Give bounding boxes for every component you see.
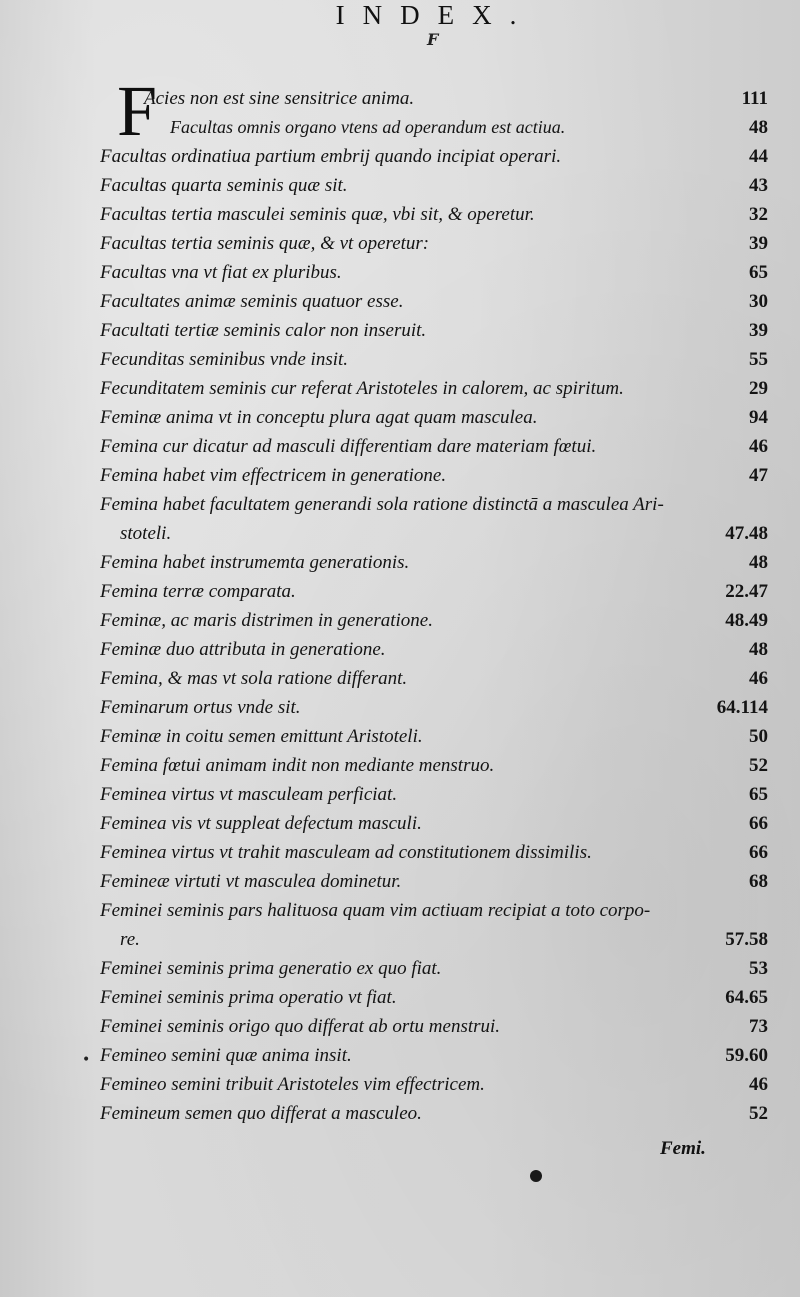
index-entry-pages: 65: [749, 262, 768, 283]
index-entry-pages: 47.48: [725, 523, 768, 544]
page-header: INDEX.: [335, 0, 535, 30]
ink-blot-icon: [530, 1170, 542, 1182]
index-entry: [100, 171, 768, 200]
drop-cap: F: [117, 71, 158, 151]
index-entry-text: Feminei seminis origo quo differat ab ortu menstrui.: [100, 1016, 501, 1037]
index-entry: [100, 113, 768, 142]
index-entry-text: Facultas tertia seminis quæ, & vt operetur:: [100, 233, 430, 254]
index-entry-pages: 111: [741, 88, 768, 109]
index-entry-pages: 32: [749, 204, 768, 225]
index-entry-text: Femina terræ comparata.: [100, 581, 296, 602]
index-entry-pages: 30: [749, 291, 768, 312]
index-entry: [100, 722, 768, 751]
index-entry-text: Facultas omnis organo vtens ad operandum est actiua.: [170, 117, 566, 137]
index-entry-pages: 64.65: [725, 987, 768, 1008]
index-entry-pages: 47: [749, 465, 768, 486]
index-entry-text: Feminea virtus vt masculeam perficiat.: [100, 784, 398, 805]
index-entry-pages: 48: [749, 639, 768, 660]
index-entry-pages: 73: [749, 1016, 768, 1037]
index-entry: [100, 316, 768, 345]
index-entry: [100, 983, 768, 1012]
index-entry: [100, 229, 768, 258]
index-entry-pages: 22.47: [725, 581, 768, 602]
index-entry-list: [100, 84, 768, 1128]
index-entry-text: Feminæ, ac maris distrimen in generatione.: [100, 610, 433, 631]
index-entry: [100, 345, 768, 374]
index-entry: [100, 1070, 768, 1099]
index-entry-pages: 50: [749, 726, 768, 747]
margin-bullet-icon: •: [82, 1052, 91, 1068]
index-entry: [100, 809, 768, 838]
index-entry-pages: 46: [749, 436, 768, 457]
index-entry-pages: 48: [749, 117, 768, 138]
index-entry-text: Facultas ordinatiua partium embrij quando incipiat operari.: [100, 146, 562, 167]
index-entry: [100, 490, 768, 519]
index-entry: [100, 200, 768, 229]
index-entry: [100, 751, 768, 780]
index-entry-text: Femineæ virtuti vt masculea dominetur.: [100, 871, 402, 892]
index-entry-text: Feminea virtus vt trahit masculeam ad constitutionem dissimilis.: [100, 842, 592, 863]
index-entry-pages: 55: [749, 349, 768, 370]
index-entry-text: Femina, & mas vt sola ratione differant.: [100, 668, 408, 689]
index-entry-text: Facultas vna vt fiat ex pluribus.: [100, 262, 342, 283]
index-entry-text: Feminei seminis pars halituosa quam vim actiuam recipiat a toto corpo-: [100, 900, 651, 921]
index-entry: [100, 258, 768, 287]
index-entry-text: Fecunditatem seminis cur referat Aristoteles in calorem, ac spiritum.: [100, 378, 624, 399]
index-entry-text: Femina habet instrumemta generationis.: [100, 552, 410, 573]
index-entry-text: Feminæ anima vt in conceptu plura agat quam masculea.: [100, 407, 538, 428]
index-entry-pages: 53: [749, 958, 768, 979]
index-entry: [100, 461, 768, 490]
index-entry: [100, 1012, 768, 1041]
index-entry: [100, 577, 768, 606]
index-entry-text: Feminei seminis prima operatio vt fiat.: [100, 987, 397, 1008]
index-entry: [100, 287, 768, 316]
index-entry-pages: 68: [749, 871, 768, 892]
index-entry-text: Femineum semen quo differat a masculeo.: [100, 1103, 422, 1124]
index-entry: [100, 403, 768, 432]
index-entry-text: Feminea vis vt suppleat defectum masculi.: [100, 813, 422, 834]
section-letter: F: [427, 30, 439, 49]
index-entry-text: re.: [120, 929, 140, 950]
index-entry-pages: 94: [749, 407, 768, 428]
index-entry-text: Feminei seminis prima generatio ex quo fiat.: [100, 958, 442, 979]
index-entry: [100, 142, 768, 171]
index-entry-text: Femina cur dicatur ad masculi differentiam dare materiam fœtui.: [100, 436, 597, 457]
index-entry-pages: 39: [749, 233, 768, 254]
index-entry-text: Femineo semini tribuit Aristoteles vim effectricem.: [100, 1074, 485, 1095]
index-entry-text: Facultas quarta seminis quæ sit.: [100, 175, 348, 196]
index-entry-text: Feminarum ortus vnde sit.: [100, 697, 301, 718]
index-entry-pages: 66: [749, 842, 768, 863]
index-entry-text: stoteli.: [120, 523, 172, 544]
index-entry: [100, 606, 768, 635]
index-entry: [100, 954, 768, 983]
index-entry-pages: 48.49: [725, 610, 768, 631]
index-entry-text: Feminæ in coitu semen emittunt Aristoteli.: [100, 726, 423, 747]
index-entry-pages: 46: [749, 1074, 768, 1095]
index-entry: [100, 838, 768, 867]
index-entry-pages: 59.60: [725, 1045, 768, 1066]
index-entry-text: Femineo semini quæ anima insit.: [100, 1045, 352, 1066]
index-entry-pages: 57.58: [725, 929, 768, 950]
index-entry-text: Femina habet facultatem generandi sola ratione distinctā a masculea Ari-: [100, 494, 664, 515]
index-entry: [100, 1041, 768, 1070]
index-entry-pages: 39: [749, 320, 768, 341]
index-entry: [100, 635, 768, 664]
index-entry-text: Facultati tertiæ seminis calor non inseruit.: [100, 320, 427, 341]
index-entry-pages: 66: [749, 813, 768, 834]
index-entry-text: Femina habet vim effectricem in generatione.: [100, 465, 447, 486]
index-entry: [100, 548, 768, 577]
index-entry-pages: 65: [749, 784, 768, 805]
index-entry: [100, 1099, 768, 1128]
index-entry: [100, 664, 768, 693]
index-entry: [100, 780, 768, 809]
index-entry-text: Facultas tertia masculei seminis quæ, vbi sit, & operetur.: [100, 204, 535, 225]
index-entry: [100, 896, 768, 925]
index-entry: [100, 693, 768, 722]
index-entry: [100, 925, 768, 954]
index-entry-text: Facultates animæ seminis quatuor esse.: [100, 291, 404, 312]
index-entry: [100, 432, 768, 461]
catchword: Femi.: [660, 1138, 706, 1159]
index-entry: [100, 374, 768, 403]
index-entry-pages: 52: [749, 755, 768, 776]
index-entry: [100, 867, 768, 896]
index-entry-pages: 64.114: [716, 697, 768, 718]
index-entry-pages: 44: [749, 146, 768, 167]
index-entry-text: Femina fœtui animam indit non mediante menstruo.: [100, 755, 495, 776]
index-entry-text: Fecunditas seminibus vnde insit.: [100, 349, 349, 370]
index-entry-pages: 52: [749, 1103, 768, 1124]
index-entry-text: Acies non est sine sensitrice anima.: [144, 88, 415, 109]
index-entry: [100, 519, 768, 548]
index-entry-pages: 29: [749, 378, 768, 399]
index-entry-pages: 43: [749, 175, 768, 196]
index-entry-pages: 46: [749, 668, 768, 689]
index-entry: [100, 84, 768, 113]
index-entry-pages: 48: [749, 552, 768, 573]
index-entry-text: Feminæ duo attributa in generatione.: [100, 639, 386, 660]
